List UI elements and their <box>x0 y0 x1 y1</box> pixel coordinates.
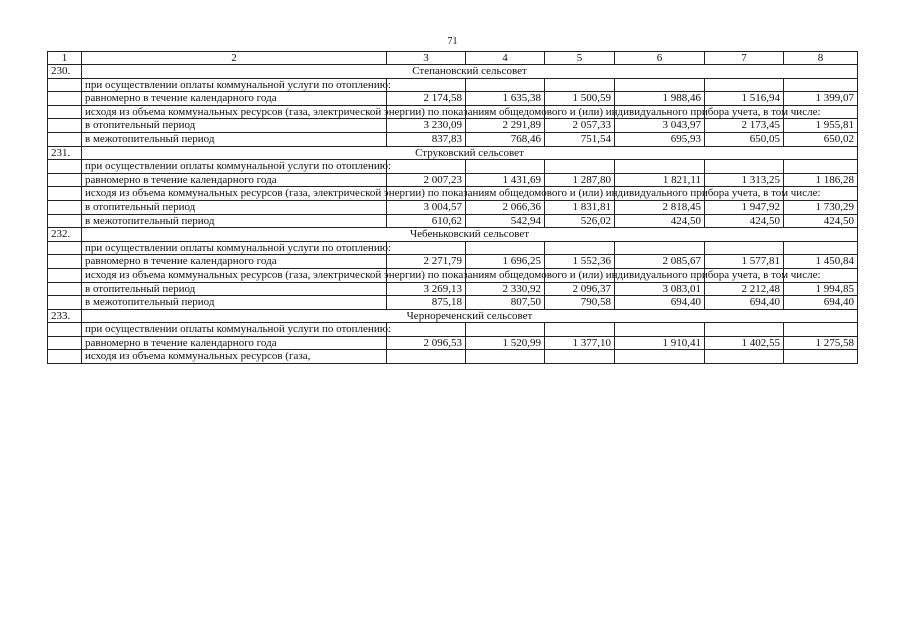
value-cell: 1 910,41 <box>615 336 705 350</box>
section-number: 230. <box>48 65 82 79</box>
value-cell-empty <box>615 160 705 174</box>
value-cell: 875,18 <box>387 296 466 310</box>
value-cell: 650,02 <box>784 132 858 146</box>
value-cell-empty <box>705 350 784 364</box>
heat-payment-header-row <box>48 323 858 337</box>
section-name: Чернореченский сельсовет <box>82 309 858 323</box>
heat-payment-header-row <box>48 241 858 255</box>
value-cell: 694,40 <box>784 296 858 310</box>
value-cell-empty <box>387 350 466 364</box>
value-cell: 1 287,80 <box>545 173 615 187</box>
value-cell-empty <box>705 160 784 174</box>
value-cell: 3 043,97 <box>615 119 705 133</box>
value-cell: 1 399,07 <box>784 92 858 106</box>
value-cell-empty <box>784 241 858 255</box>
value-cell: 1 500,59 <box>545 92 615 106</box>
section-number: 232. <box>48 228 82 242</box>
value-cell: 768,46 <box>466 132 545 146</box>
meter-header-row <box>48 187 858 201</box>
value-cell: 1 821,11 <box>615 173 705 187</box>
section-number: 233. <box>48 309 82 323</box>
column-header: 1 <box>48 52 82 65</box>
value-cell: 694,40 <box>705 296 784 310</box>
row-label: в отопительный период <box>82 119 387 133</box>
uniform-payment-row <box>48 255 858 269</box>
value-cell: 2 066,36 <box>466 200 545 214</box>
column-header: 4 <box>466 52 545 65</box>
number-cell-empty <box>48 336 82 350</box>
value-cell: 1 516,94 <box>705 92 784 106</box>
value-cell: 1 994,85 <box>784 282 858 296</box>
value-cell: 2 085,67 <box>615 255 705 269</box>
value-cell: 1 520,99 <box>466 336 545 350</box>
row-label: равномерно в течение календарного года <box>82 92 387 106</box>
value-cell-empty <box>615 323 705 337</box>
section-header-row <box>48 146 858 160</box>
column-header: 7 <box>705 52 784 65</box>
heat-payment-header-row <box>48 160 858 174</box>
value-cell-empty <box>784 160 858 174</box>
value-cell: 2 271,79 <box>387 255 466 269</box>
value-cell-empty <box>387 323 466 337</box>
value-cell-empty <box>387 160 466 174</box>
value-cell-empty <box>615 350 705 364</box>
value-cell: 2 291,89 <box>466 119 545 133</box>
number-cell-empty <box>48 350 82 364</box>
value-cell-empty <box>545 350 615 364</box>
meter-header-row <box>48 268 858 282</box>
row-label: равномерно в течение календарного года <box>82 336 387 350</box>
value-cell: 424,50 <box>705 214 784 228</box>
value-cell: 542,94 <box>466 214 545 228</box>
page-number: 71 <box>447 36 458 47</box>
row-label: при осуществлении оплаты коммунальной услуги по отоплению: <box>82 241 387 255</box>
number-cell-empty <box>48 78 82 92</box>
value-cell: 3 004,57 <box>387 200 466 214</box>
heating-period-row <box>48 282 858 296</box>
value-cell-empty <box>615 78 705 92</box>
section-name: Струковский сельсовет <box>82 146 858 160</box>
value-cell: 1 730,29 <box>784 200 858 214</box>
value-cell: 610,62 <box>387 214 466 228</box>
value-cell: 694,40 <box>615 296 705 310</box>
meter-header-row-partial <box>48 350 858 364</box>
row-label: исходя из объема коммунальных ресурсов (газа, электрической энергии) по показаниям общедомового и (или) индивидуального прибора учета, в том числе: <box>82 268 387 282</box>
value-cell: 1 696,25 <box>466 255 545 269</box>
row-label: в межотопительный период <box>82 132 387 146</box>
uniform-payment-row <box>48 92 858 106</box>
row-label: исходя из объема коммунальных ресурсов (газа, <box>82 350 387 364</box>
value-cell-empty <box>784 323 858 337</box>
value-cell: 695,93 <box>615 132 705 146</box>
column-header: 8 <box>784 52 858 65</box>
value-cell: 751,54 <box>545 132 615 146</box>
value-cell: 2 330,92 <box>466 282 545 296</box>
number-cell-empty <box>48 296 82 310</box>
number-cell-empty <box>48 105 82 119</box>
column-header: 5 <box>545 52 615 65</box>
number-cell-empty <box>48 214 82 228</box>
value-cell: 2 007,23 <box>387 173 466 187</box>
value-cell: 3 083,01 <box>615 282 705 296</box>
value-cell-empty <box>387 78 466 92</box>
value-cell-empty <box>466 323 545 337</box>
number-cell-empty <box>48 241 82 255</box>
row-label: при осуществлении оплаты коммунальной услуги по отоплению: <box>82 78 387 92</box>
value-cell-empty <box>545 160 615 174</box>
number-cell-empty <box>48 173 82 187</box>
value-cell: 650,05 <box>705 132 784 146</box>
value-cell-empty <box>545 78 615 92</box>
number-cell-empty <box>48 92 82 106</box>
row-label: в отопительный период <box>82 282 387 296</box>
value-cell: 1 635,38 <box>466 92 545 106</box>
value-cell: 1 577,81 <box>705 255 784 269</box>
section-number: 231. <box>48 146 82 160</box>
section-name: Чебеньковский сельсовет <box>82 228 858 242</box>
row-label: исходя из объема коммунальных ресурсов (газа, электрической энергии) по показаниям общедомового и (или) индивидуального прибора учета, в том числе: <box>82 187 387 201</box>
value-cell: 1 955,81 <box>784 119 858 133</box>
value-cell: 1 186,28 <box>784 173 858 187</box>
value-cell-empty <box>705 323 784 337</box>
value-cell: 1 313,25 <box>705 173 784 187</box>
section-name: Степановский сельсовет <box>82 65 858 79</box>
row-label: равномерно в течение календарного года <box>82 173 387 187</box>
row-label: равномерно в течение календарного года <box>82 255 387 269</box>
number-cell-empty <box>48 200 82 214</box>
number-cell-empty <box>48 323 82 337</box>
row-label: в отопительный период <box>82 200 387 214</box>
value-cell-empty <box>466 78 545 92</box>
row-label: в межотопительный период <box>82 214 387 228</box>
value-cell-empty <box>784 78 858 92</box>
heat-payment-header-row <box>48 78 858 92</box>
value-cell: 526,02 <box>545 214 615 228</box>
heating-period-row <box>48 200 858 214</box>
meter-header-row <box>48 105 858 119</box>
row-label: при осуществлении оплаты коммунальной услуги по отоплению: <box>82 323 387 337</box>
value-cell: 2 057,33 <box>545 119 615 133</box>
value-cell: 2 096,53 <box>387 336 466 350</box>
value-cell: 2 173,45 <box>705 119 784 133</box>
value-cell: 2 212,48 <box>705 282 784 296</box>
tariff-table <box>47 51 858 364</box>
value-cell: 1 947,92 <box>705 200 784 214</box>
value-cell: 1 377,10 <box>545 336 615 350</box>
value-cell: 1 450,84 <box>784 255 858 269</box>
value-cell: 3 230,09 <box>387 119 466 133</box>
uniform-payment-row <box>48 173 858 187</box>
value-cell: 790,58 <box>545 296 615 310</box>
value-cell: 424,50 <box>615 214 705 228</box>
number-cell-empty <box>48 255 82 269</box>
number-cell-empty <box>48 119 82 133</box>
section-header-row <box>48 65 858 79</box>
value-cell: 1 831,81 <box>545 200 615 214</box>
number-cell-empty <box>48 132 82 146</box>
heating-period-row <box>48 119 858 133</box>
value-cell: 837,83 <box>387 132 466 146</box>
number-cell-empty <box>48 282 82 296</box>
value-cell-empty <box>466 241 545 255</box>
number-cell-empty <box>48 160 82 174</box>
value-cell-empty <box>545 241 615 255</box>
value-cell: 1 402,55 <box>705 336 784 350</box>
interheating-period-row <box>48 132 858 146</box>
section-header-row <box>48 228 858 242</box>
value-cell: 1 275,58 <box>784 336 858 350</box>
value-cell: 1 552,36 <box>545 255 615 269</box>
value-cell-empty <box>705 241 784 255</box>
column-header-row <box>48 52 858 65</box>
value-cell: 1 988,46 <box>615 92 705 106</box>
row-label: при осуществлении оплаты коммунальной услуги по отоплению: <box>82 160 387 174</box>
value-cell-empty <box>466 350 545 364</box>
value-cell: 3 269,13 <box>387 282 466 296</box>
column-header: 6 <box>615 52 705 65</box>
row-label: исходя из объема коммунальных ресурсов (газа, электрической энергии) по показаниям общедомового и (или) индивидуального прибора учета, в том числе: <box>82 105 387 119</box>
value-cell-empty <box>705 78 784 92</box>
value-cell-empty <box>545 323 615 337</box>
row-label: в межотопительный период <box>82 296 387 310</box>
number-cell-empty <box>48 268 82 282</box>
value-cell: 807,50 <box>466 296 545 310</box>
value-cell-empty <box>615 241 705 255</box>
column-header: 2 <box>82 52 387 65</box>
number-cell-empty <box>48 187 82 201</box>
value-cell-empty <box>387 241 466 255</box>
value-cell: 1 431,69 <box>466 173 545 187</box>
value-cell-empty <box>784 350 858 364</box>
value-cell: 424,50 <box>784 214 858 228</box>
value-cell: 2 174,58 <box>387 92 466 106</box>
interheating-period-row <box>48 296 858 310</box>
value-cell: 2 818,45 <box>615 200 705 214</box>
uniform-payment-row <box>48 336 858 350</box>
value-cell: 2 096,37 <box>545 282 615 296</box>
column-header: 3 <box>387 52 466 65</box>
section-header-row <box>48 309 858 323</box>
value-cell-empty <box>466 160 545 174</box>
interheating-period-row <box>48 214 858 228</box>
